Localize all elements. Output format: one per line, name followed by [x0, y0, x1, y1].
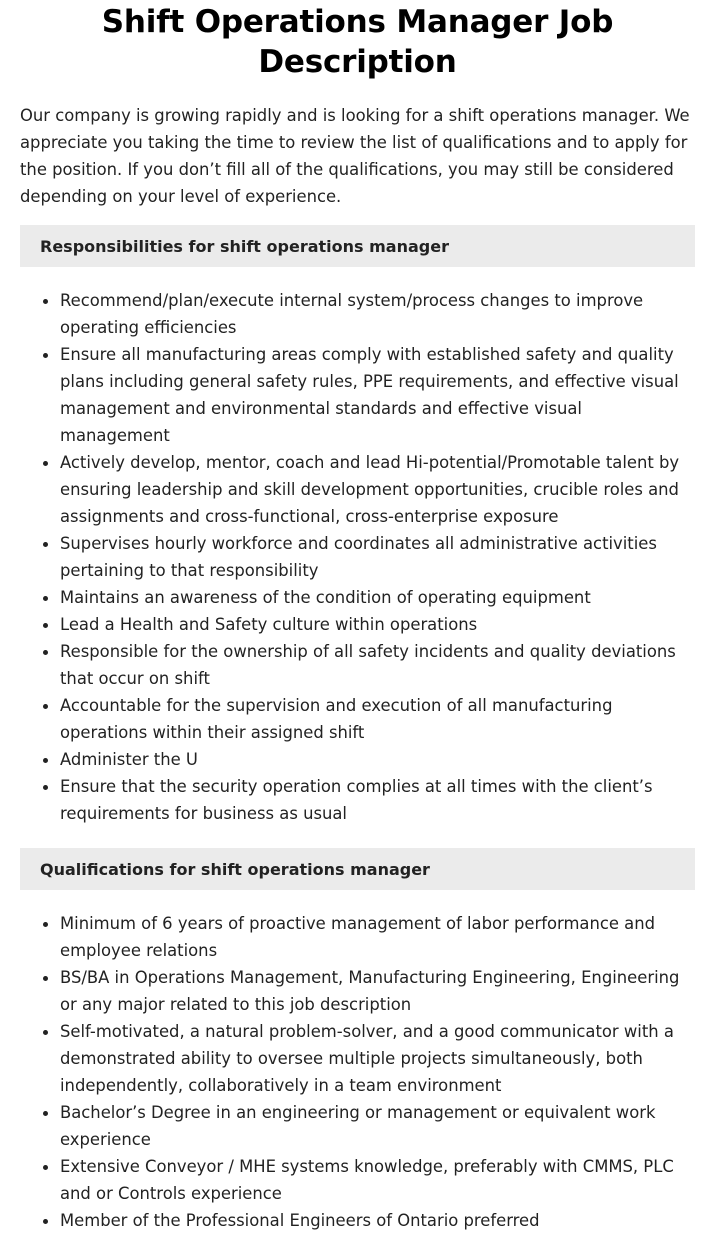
- list-item: Responsible for the ownership of all safety incidents and quality deviations that occur on shift: [60, 638, 695, 692]
- list-item: Administer the U: [60, 746, 695, 773]
- list-item: Actively develop, mentor, coach and lead Hi-potential/Promotable talent by ensuring leadership and skill development opportunities, crucible roles and assignments and cross-functional, cross-enterprise exposure: [60, 449, 695, 530]
- list-item: Member of the Professional Engineers of Ontario preferred: [60, 1207, 695, 1234]
- list-item: Self-motivated, a natural problem-solver, and a good communicator with a demonstrated ability to oversee multiple projects simultaneously, both independently, collaboratively in a team environment: [60, 1018, 695, 1099]
- responsibilities-list: [20, 287, 695, 827]
- intro-paragraph: Our company is growing rapidly and is looking for a shift operations manager. We appreciate you taking the time to review the list of qualifications and to apply for the position. If you don’t fill all of the qualifications, you may still be considered depending on your level of experience.: [20, 106, 690, 206]
- list-item: Recommend/plan/execute internal system/process changes to improve operating efficiencies: [60, 287, 695, 341]
- list-item: BS/BA in Operations Management, Manufacturing Engineering, Engineering or any major related to this job description: [60, 964, 695, 1018]
- list-item: Supervises hourly workforce and coordinates all administrative activities pertaining to that responsibility: [60, 530, 695, 584]
- list-item: Ensure all manufacturing areas comply with established safety and quality plans including general safety rules, PPE requirements, and effective visual management and environmental standards and effective visual management: [60, 341, 695, 449]
- list-item: Extensive Conveyor / MHE systems knowledge, preferably with CMMS, PLC and or Controls experience: [60, 1153, 695, 1207]
- list-item: Minimum of 6 years of proactive management of labor performance and employee relations: [60, 910, 695, 964]
- list-item: Lead a Health and Safety culture within operations: [60, 611, 695, 638]
- list-item: Bachelor’s Degree in an engineering or management or equivalent work experience: [60, 1099, 695, 1153]
- list-item: Maintains an awareness of the condition of operating equipment: [60, 584, 695, 611]
- qualifications-list: [20, 910, 695, 1234]
- list-item: Accountable for the supervision and execution of all manufacturing operations within their assigned shift: [60, 692, 695, 746]
- job-description-page: [20, 0, 695, 1234]
- qualifications-heading: Qualifications for shift operations manager: [20, 848, 695, 890]
- responsibilities-heading: Responsibilities for shift operations manager: [20, 225, 695, 267]
- list-item: Ensure that the security operation complies at all times with the client’s requirements for business as usual: [60, 773, 695, 827]
- page-title: Shift Operations Manager Job Description: [101, 4, 614, 80]
